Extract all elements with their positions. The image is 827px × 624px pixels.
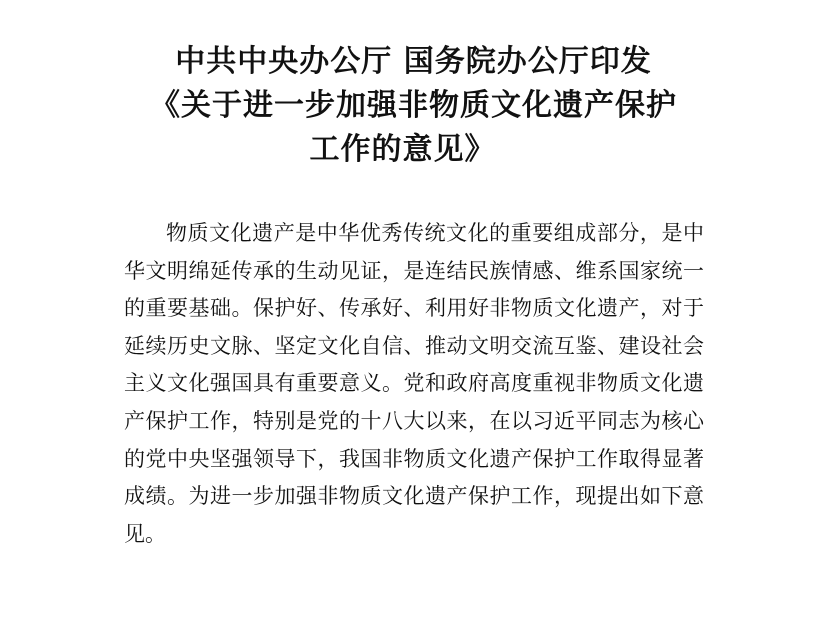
paragraph-line: 的重要基础。保护好、传承好、利用好非物质文化遗产，对于 — [124, 296, 704, 321]
title-line-3: 工作的意见》 — [309, 132, 496, 167]
paragraph-line: 的党中央坚强领导下，我国非物质文化遗产保护工作取得显著 — [124, 446, 704, 471]
paragraph-line: 延续历史文脉、坚定文化自信、推动文明交流互鉴、建设社会 — [124, 333, 704, 358]
paragraph-line: 主义文化强国具有重要意义。党和政府高度重视非物质文化遗 — [124, 371, 704, 396]
document-title — [0, 40, 827, 172]
paragraph-line: 华文明绵延传承的生动见证，是连结民族情感、维系国家统一 — [124, 258, 704, 283]
title-line-2: 《关于进一步加强非物质文化遗产保护 — [150, 88, 677, 123]
paragraph-line: 产保护工作，特别是党的十八大以来，在以习近平同志为核心 — [124, 408, 704, 433]
intro-paragraph — [124, 215, 704, 553]
title-line-1: 中共中央办公厅 国务院办公厅印发 — [175, 44, 652, 79]
paragraph-line: 见。 — [124, 521, 166, 546]
paragraph-line: 物质文化遗产是中华优秀传统文化的重要组成部分，是中 — [166, 221, 704, 245]
paragraph-line: 成绩。为进一步加强非物质文化遗产保护工作，现提出如下意 — [124, 484, 704, 509]
